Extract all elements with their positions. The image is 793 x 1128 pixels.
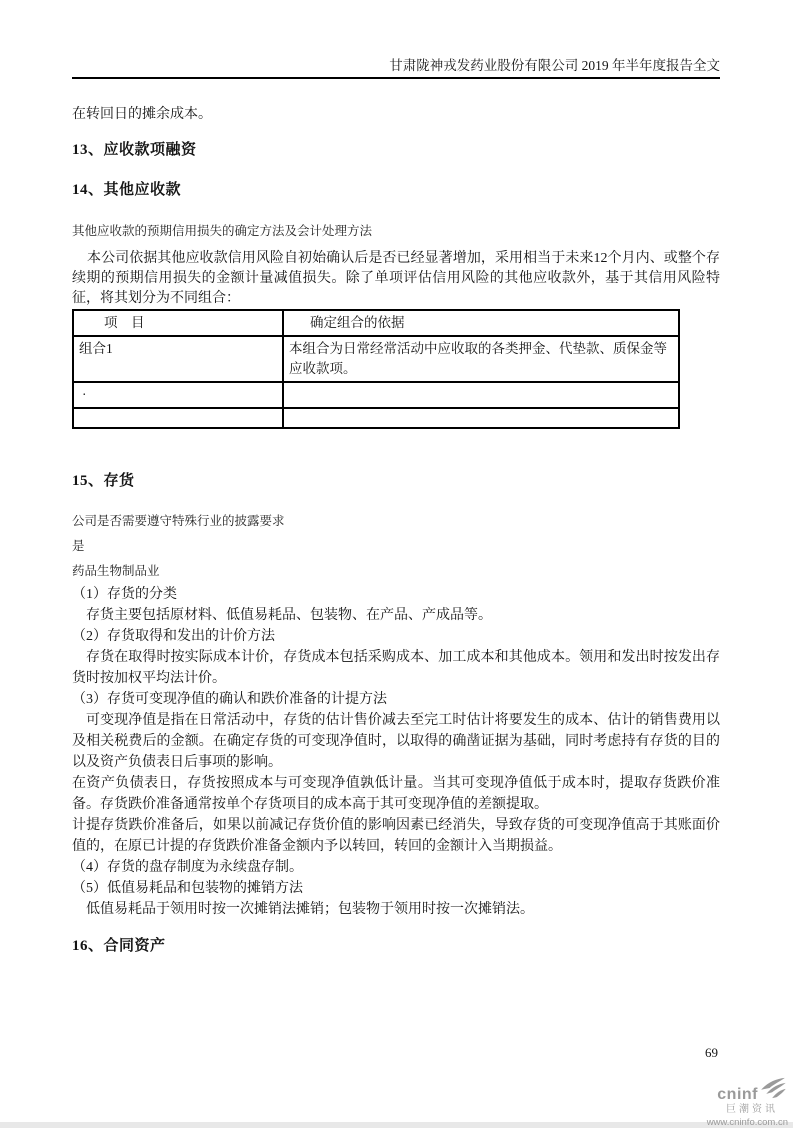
section-14-heading: 14、其他应收款 — [72, 182, 182, 198]
cninfo-brand-text: cninf — [717, 1086, 758, 1103]
section-14-note: 其他应收款的预期信用损失的确定方法及会计处理方法 — [72, 224, 373, 238]
inventory-item-5-title: （5）低值易耗品和包装物的摊销方法 — [72, 881, 303, 896]
column-header-item: 项 目 — [73, 310, 283, 336]
section-15-answer: 是 — [72, 539, 85, 553]
page-content — [72, 0, 720, 955]
cell-combo-basis: 本组合为日常经常活动中应收取的各类押金、代垫款、质保金等应收款项。 — [283, 336, 679, 382]
inventory-item-2-title: （2）存货取得和发出的计价方法 — [72, 629, 275, 644]
section-15-question: 公司是否需要遵守特殊行业的披露要求 — [72, 514, 285, 528]
section-15-body — [72, 584, 720, 920]
cell-combo-name: 组合1 — [73, 336, 283, 382]
cell-empty — [73, 408, 283, 428]
page-header — [72, 0, 720, 79]
table-row — [73, 336, 679, 382]
report-title: 甘肃陇神戎发药业股份有限公司 2019 年半年度报告全文 — [389, 58, 720, 73]
table-header-row — [73, 310, 679, 336]
cninfo-chinese-name: 巨潮资讯 — [726, 1104, 778, 1115]
page-number: 69 — [705, 1045, 718, 1060]
intro-paragraph: 在转回日的摊余成本。 — [72, 107, 212, 122]
section-13-heading: 13、应收款项融资 — [72, 142, 197, 158]
table-row — [73, 382, 679, 408]
cell-empty — [283, 408, 679, 428]
inventory-item-3-text: 可变现净值是指在日常活动中，存货的估计售价减去至完工时估计将要发生的成本、估计的销售费用以及相关税费后的金额。在确定存货的可变现净值时，以取得的确凿证据为基础，同时考虑持有存货的目的以及资产负债表日后事项的影响。 — [72, 713, 720, 770]
column-header-basis: 确定组合的依据 — [283, 310, 679, 336]
table-row — [73, 408, 679, 428]
inventory-item-4-title: （4）存货的盘存制度为永续盘存制。 — [72, 860, 303, 875]
inventory-item-3-text2: 在资产负债表日，存货按照成本与可变现净值孰低计量。当其可变现净值低于成本时，提取存货跌价准备。存货跌价准备通常按单个存货项目的成本高于其可变现净值的差额提取。 — [72, 776, 720, 812]
section-14-paragraph: 本公司依据其他应收款信用风险自初始确认后是否已经显著增加，采用相当于未来12个月内、或整个存续期的预期信用损失的金额计量减值损失。除了单项评估信用风险的其他应收款外，基于其信用风险特征，将其划分为不同组合： — [72, 251, 720, 306]
section-16-heading: 16、合同资产 — [72, 938, 166, 954]
inventory-item-1-text: 存货主要包括原材料、低值易耗品、包装物、在产品、产成品等。 — [86, 608, 492, 623]
cninfo-logo-top — [700, 1077, 788, 1103]
cninfo-swirl-icon — [760, 1077, 786, 1103]
inventory-item-5-text: 低值易耗品于领用时按一次摊销法摊销；包装物于领用时按一次摊销法。 — [86, 902, 534, 917]
cell-dot: · — [73, 382, 283, 408]
section-15-industry: 药品生物制品业 — [72, 564, 160, 578]
combination-table — [72, 309, 680, 429]
cninfo-url: www.cninfo.com.cn — [706, 1117, 788, 1128]
cell-empty — [283, 382, 679, 408]
inventory-item-3-text3: 计提存货跌价准备后，如果以前减记存货价值的影响因素已经消失，导致存货的可变现净值高于其账面价值的，在原已计提的存货跌价准备金额内予以转回，转回的金额计入当期损益。 — [72, 818, 720, 854]
inventory-item-2-text: 存货在取得时按实际成本计价，存货成本包括采购成本、加工成本和其他成本。领用和发出时按发出存货时按加权平均法计价。 — [72, 650, 720, 686]
inventory-item-1-title: （1）存货的分类 — [72, 587, 177, 602]
section-15-heading: 15、存货 — [72, 473, 135, 489]
inventory-item-3-title: （3）存货可变现净值的确认和跌价准备的计提方法 — [72, 692, 387, 707]
cninfo-logo — [700, 1077, 788, 1128]
